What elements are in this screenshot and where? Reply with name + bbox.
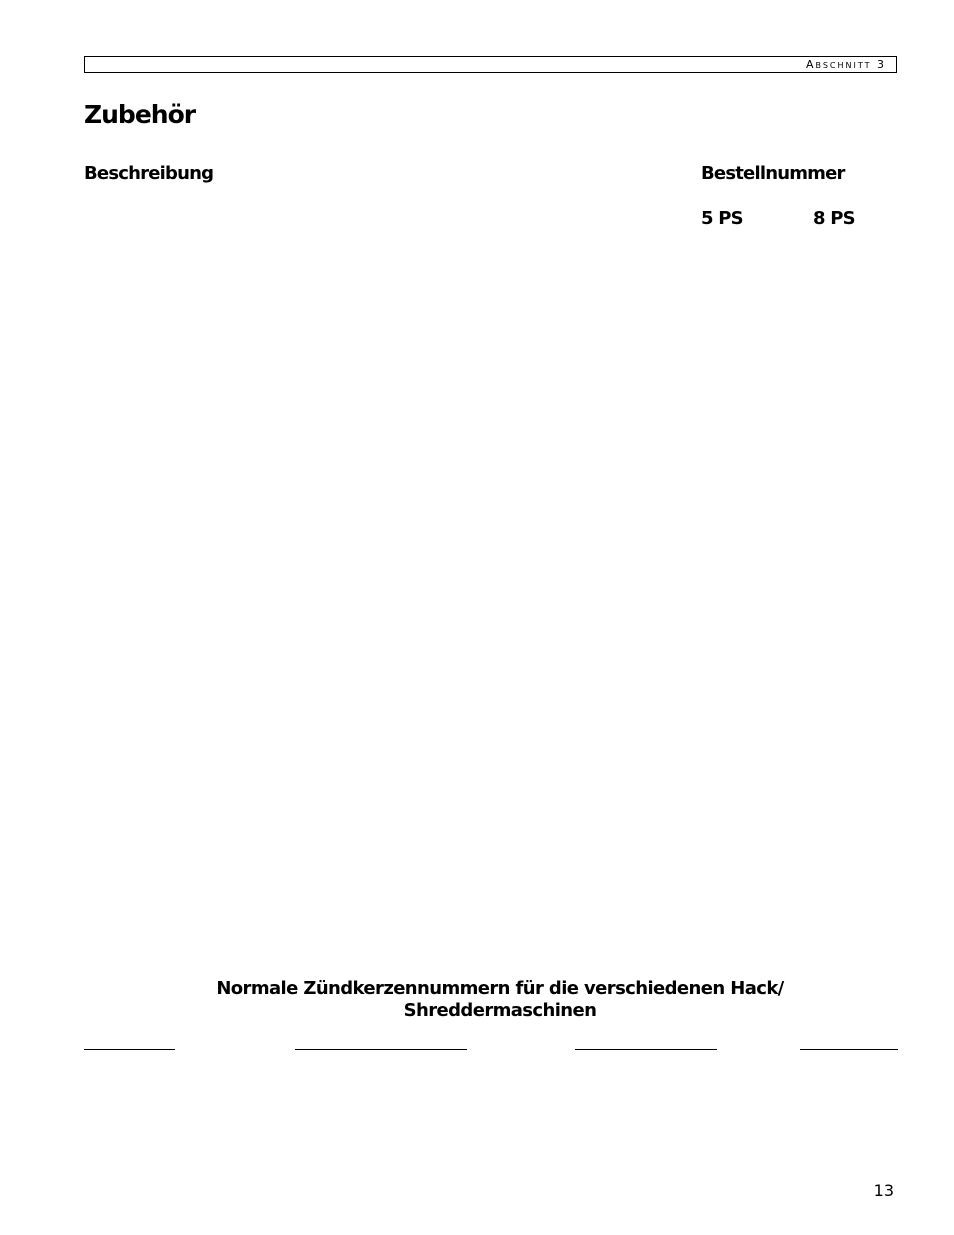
section-label: Abschnitt 3 xyxy=(805,58,886,71)
column-8ps-header: 8 PS xyxy=(813,208,855,229)
table-header-rule xyxy=(575,1049,717,1050)
page-number: 13 xyxy=(873,1181,894,1200)
table-header-rule xyxy=(295,1049,467,1050)
page-title: Zubehör xyxy=(84,100,196,129)
table-header-rule xyxy=(84,1049,175,1050)
description-column-header: Beschreibung xyxy=(84,163,214,184)
table-header-rule xyxy=(800,1049,898,1050)
spark-plug-section-title xyxy=(150,978,850,1022)
spark-plug-title-line-1: Normale Zündkerzennummern für die verschiedenen Hack/ xyxy=(216,978,784,999)
spark-plug-title-line-2: Shreddermaschinen xyxy=(403,1000,597,1021)
section-header-box xyxy=(84,56,897,73)
order-number-column-header: Bestellnummer xyxy=(701,163,845,184)
column-5ps-header: 5 PS xyxy=(701,208,743,229)
